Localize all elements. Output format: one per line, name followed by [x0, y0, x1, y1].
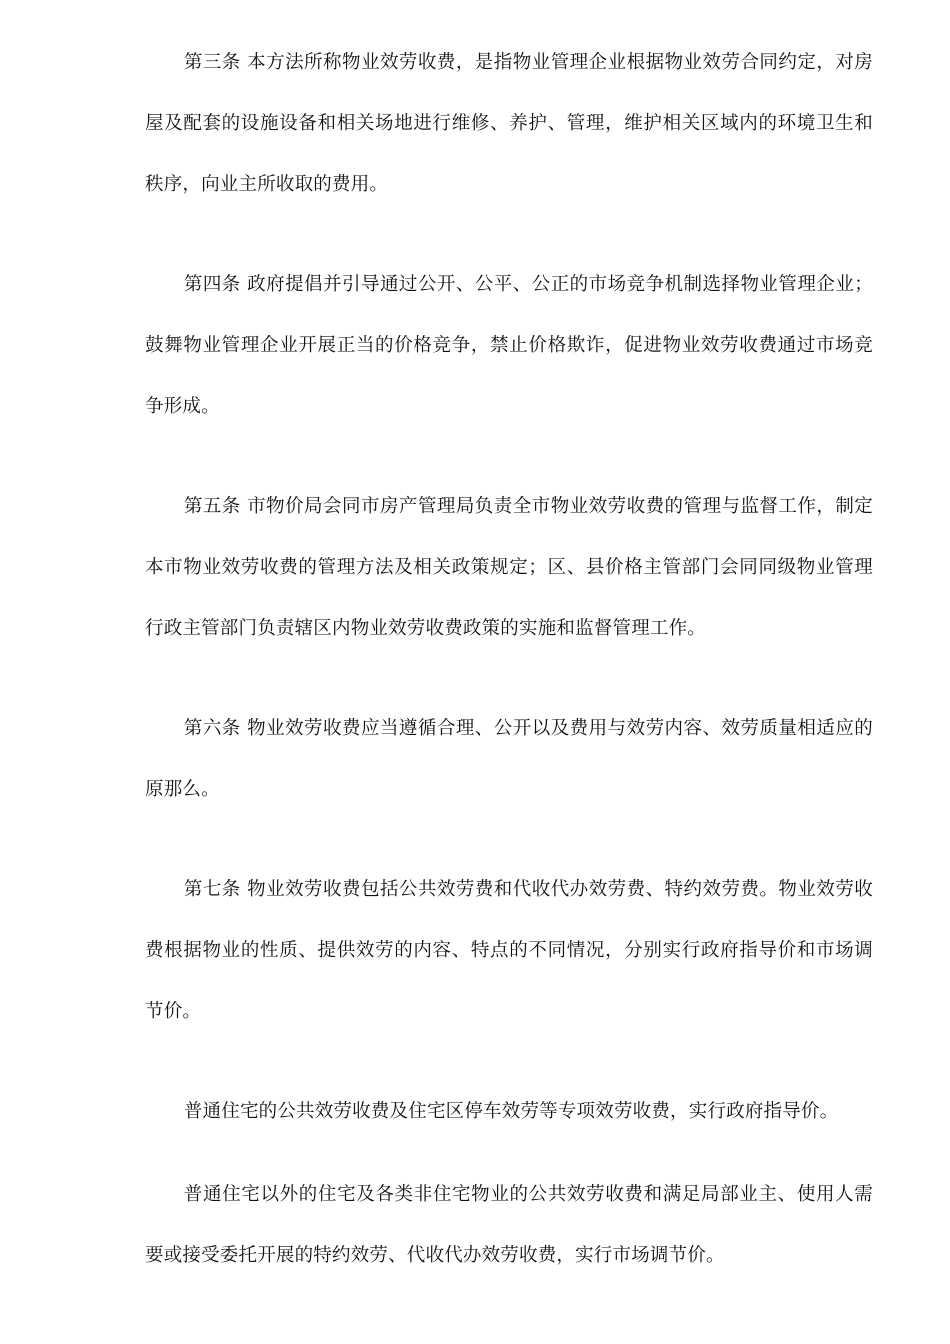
paragraph-article-5: 第五条 市物价局会同市房产管理局负责全市物业效劳收费的管理与监督工作，制定本市物业效劳收费的管理方法及相关政策规定；区、县价格主管部门会同同级物业管理行政主管部门负责辖区内物业效劳收费政策的实施和监督管理工作。	[145, 496, 873, 639]
document-body	[145, 32, 873, 1325]
paragraph-article-4: 第四条 政府提倡并引导通过公开、公平、公正的市场竞争机制选择物业管理企业；鼓舞物业管理企业开展正当的价格竞争，禁止价格欺诈，促进物业效劳收费通过市场竞争形成。	[145, 274, 873, 417]
paragraph-article-6: 第六条 物业效劳收费应当遵循合理、公开以及费用与效劳内容、效劳质量相适应的原那么。	[145, 718, 873, 800]
paragraph-article-3: 第三条 本方法所称物业效劳收费，是指物业管理企业根据物业效劳合同约定，对房屋及配套的设施设备和相关场地进行维修、养护、管理，维护相关区域内的环境卫生和秩序，向业主所收取的费用。	[145, 52, 873, 195]
paragraph-ordinary-residence: 普通住宅的公共效劳收费及住宅区停车效劳等专项效劳收费，实行政府指导价。	[183, 1101, 839, 1122]
paragraph-non-ordinary-residence: 普通住宅以外的住宅及各类非住宅物业的公共效劳收费和满足局部业主、使用人需要或接受委托开展的特约效劳、代收代办效劳收费，实行市场调节价。	[145, 1184, 873, 1266]
paragraph-article-7: 第七条 物业效劳收费包括公共效劳费和代收代办效劳费、特约效劳费。物业效劳收费根据物业的性质、提供效劳的内容、特点的不同情况，分别实行政府指导价和市场调节价。	[145, 879, 873, 1022]
